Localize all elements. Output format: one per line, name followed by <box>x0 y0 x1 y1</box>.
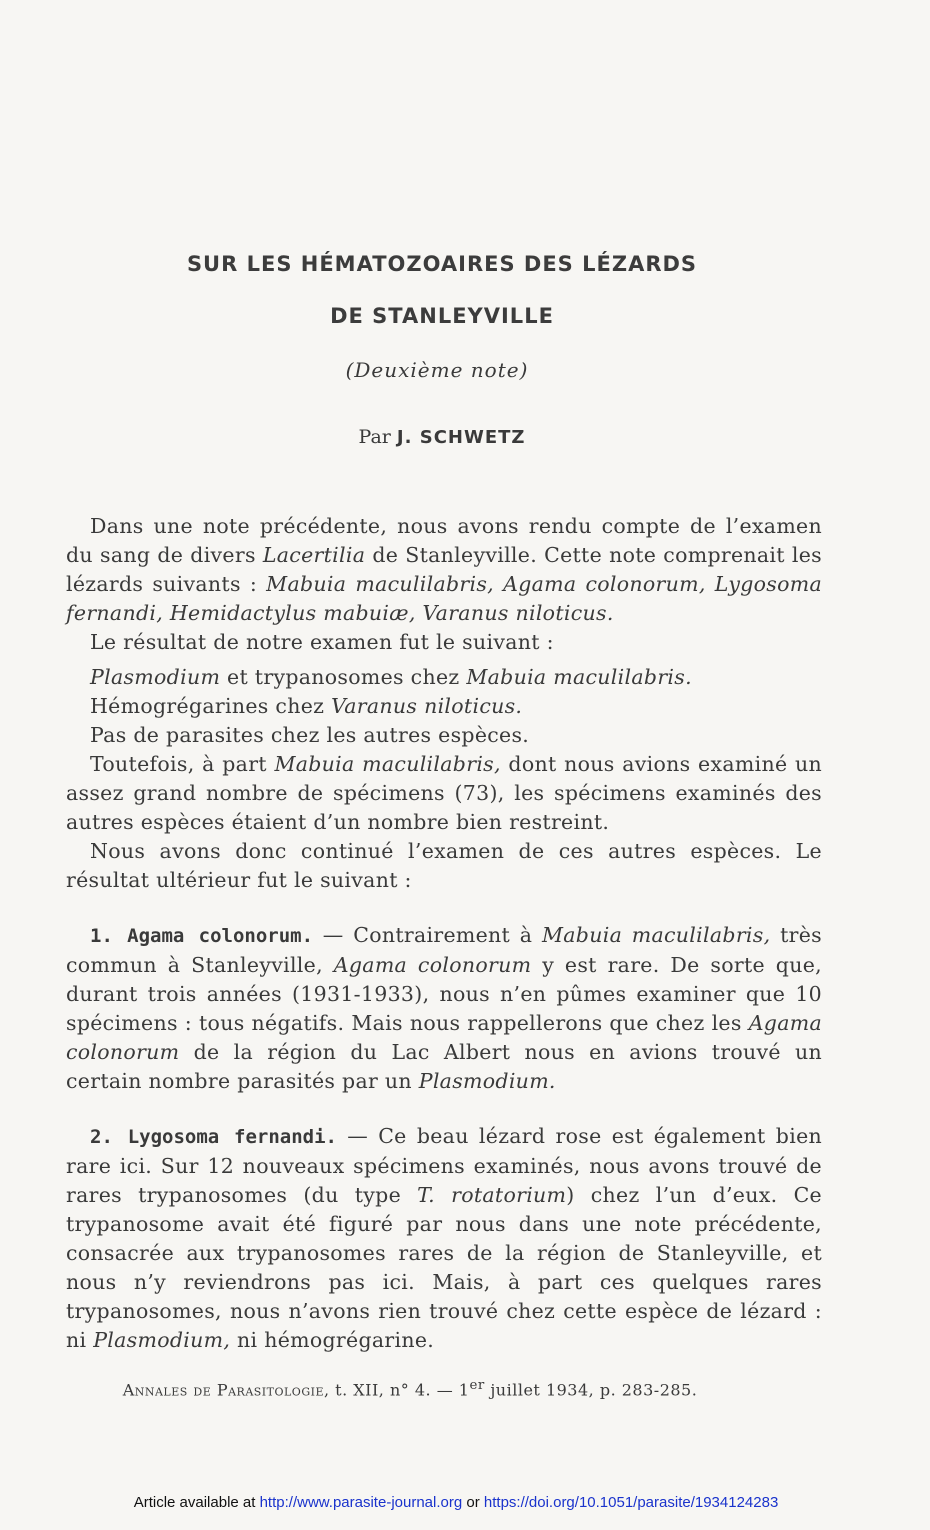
paragraph-continued: Nous avons donc continué l’examen de ces autres espèces. Le résultat ultérieur fut le suivant : <box>66 839 822 892</box>
section-heading: 1. Agama colonorum. <box>90 925 314 947</box>
author-prefix: Par <box>358 426 391 448</box>
article-title-line-2: DE STANLEYVILLE <box>330 304 554 328</box>
article-body <box>66 512 822 1355</box>
section-agama-colonorum: 1. Agama colonorum. — Contrairement à Mabuia maculilabris, très commun à Stanleyville, Agama colonorum y est rare. De sorte que, durant trois années (1931-1933), nous n’en pûmes examiner que 10 spécimens : tous négatifs. Mais nous rappellerons que chez les Agama colonorum de la région du Lac Albert nous en avions trouvé un certain nombre parasités par un Plasmodium. <box>66 923 822 1093</box>
article-title-line-1: SUR LES HÉMATOZOAIRES DES LÉZARDS <box>186 252 698 276</box>
doi-link[interactable]: https://doi.org/10.1051/parasite/1934124283 <box>483 1494 779 1511</box>
result-item-2: Hémogrégarines chez Varanus niloticus. <box>90 694 523 718</box>
article-subtitle: (Deuxième note) <box>345 358 529 382</box>
journal-website-link[interactable]: http://www.parasite-journal.org <box>259 1494 463 1511</box>
paragraph-result-intro: Le résultat de notre examen fut le suivant : <box>90 630 554 654</box>
journal-citation: Annales de Parasitologie, t. XII, n° 4. — 1er juillet 1934, p. 283-285. <box>122 1378 698 1400</box>
author-name: J. SCHWETZ <box>396 427 526 448</box>
paragraph-however: Toutefois, à part Mabuia maculilabris, dont nous avions examiné un assez grand nombre de spécimens (73), les spécimens examinés des autres espèces étaient d’un nombre bien restreint. <box>66 752 822 834</box>
section-lygosoma-fernandi: 2. Lygosoma fernandi. — Ce beau lézard rose est également bien rare ici. Sur 12 nouveaux spécimens examinés, nous avons trouvé de rares trypanosomes (du type T. rotatorium) chez l’un d’eux. Ce trypanosome avait été figuré par nous dans une note précédente, consacrée aux trypanosomes rares de la région de Stanleyville, et nous n’y reviendrons pas ici. Mais, à part ces quelques rares trypanosomes, nous n’avons rien trouvé chez cette espèce de lézard : ni Plasmodium, ni hémogrégarine. <box>66 1124 823 1352</box>
availability-footer: Article available at http://www.parasite-journal.org or https://doi.org/10.1051/parasite/1934124283 <box>133 1494 779 1511</box>
journal-name: Annales de Parasitologie, <box>122 1380 330 1400</box>
paragraph-intro: Dans une note précédente, nous avons rendu compte de l’examen du sang de divers Lacertilia de Stanleyville. Cette note comprenait les lézards suivants : Mabuia maculilabris, Agama colonorum, Lygosoma fernandi, Hemidactylus mabuiæ, Varanus niloticus. <box>66 514 822 625</box>
author-line <box>0 426 884 448</box>
section-heading: 2. Lygosoma fernandi. <box>90 1126 337 1148</box>
result-item-1: Plasmodium et trypanosomes chez Mabuia maculilabris. <box>90 665 692 689</box>
result-item-3: Pas de parasites chez les autres espèces. <box>90 723 530 747</box>
